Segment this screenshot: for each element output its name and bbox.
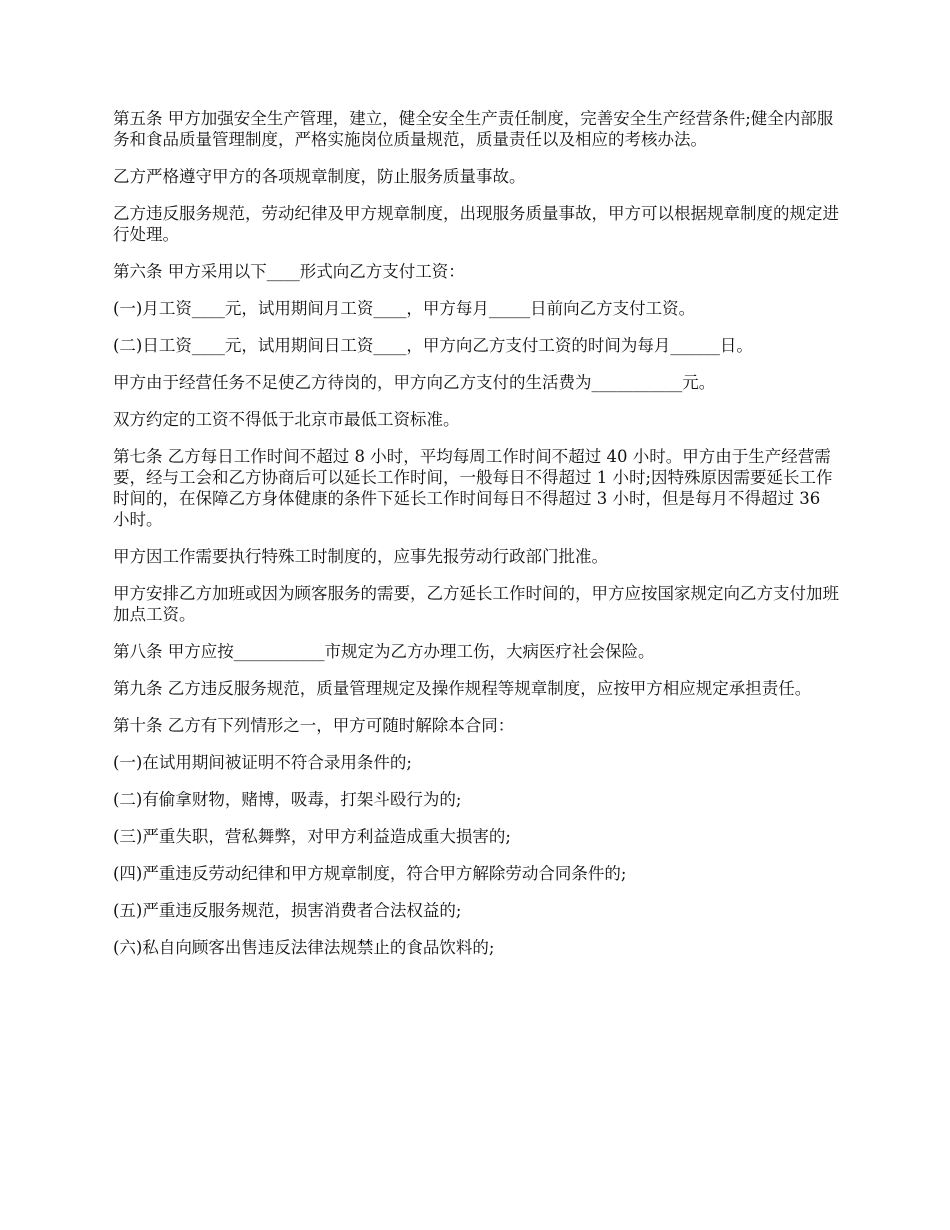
paragraph-daily-wage: (二)日工资____元，试用期间日工资____，甲方向乙方支付工资的时间为每月______日。 bbox=[113, 336, 753, 355]
list-item-2: (二)有偷拿财物，赌博，吸毒，打架斗殴行为的; bbox=[113, 790, 462, 809]
list-item-6: (六)私自向顾客出售违反法律法规禁止的食品饮料的; bbox=[113, 938, 495, 957]
paragraph-special-hours: 甲方因工作需要执行特殊工时制度的，应事先报劳动行政部门批准。 bbox=[113, 547, 608, 566]
list-item-4: (四)严重违反劳动纪律和甲方规章制度，符合甲方解除劳动合同条件的; bbox=[113, 864, 627, 883]
paragraph-standby-allowance: 甲方由于经营任务不足使乙方待岗的，甲方向乙方支付的生活费为___________元。 bbox=[113, 373, 716, 392]
paragraph-minimum-wage: 双方约定的工资不得低于北京市最低工资标准。 bbox=[113, 410, 460, 429]
paragraph-overtime-pay: 甲方安排乙方加班或因为顾客服务的需要，乙方延长工作时间的，甲方应按国家规定向乙方支付加班加点工资。 bbox=[113, 584, 839, 624]
list-item-5: (五)严重违反服务规范，损害消费者合法权益的; bbox=[113, 901, 462, 920]
paragraph-article-6: 第六条 甲方采用以下____形式向乙方支付工资： bbox=[113, 262, 465, 281]
paragraph-article-5: 第五条 甲方加强安全生产管理，建立，健全安全生产责任制度，完善安全生产经营条件;健全内部服务和食品质量管理制度，严格实施岗位质量规范，质量责任以及相应的考核办法。 bbox=[113, 109, 834, 149]
paragraph-rules-compliance: 乙方严格遵守甲方的各项规章制度，防止服务质量事故。 bbox=[113, 167, 526, 186]
paragraph-article-10: 第十条 乙方有下列情形之一，甲方可随时解除本合同： bbox=[113, 716, 515, 735]
paragraph-article-8: 第八条 甲方应按___________市规定为乙方办理工伤，大病医疗社会保险。 bbox=[113, 642, 655, 661]
paragraph-monthly-wage: (一)月工资____元，试用期间月工资____，甲方每月_____日前向乙方支付工资。 bbox=[113, 299, 696, 318]
paragraph-violation-handling: 乙方违反服务规范，劳动纪律及甲方规章制度，出现服务质量事故，甲方可以根据规章制度的规定进行处理。 bbox=[113, 204, 839, 244]
document-page bbox=[113, 108, 841, 974]
paragraph-article-7: 第七条 乙方每日工作时间不超过 8 小时，平均每周工作时间不超过 40 小时。甲方由于生产经营需要，经与工会和乙方协商后可以延长工作时间，一般每日不得超过 1 小时;因特殊原因需要延长工作时间的，在保障乙方身体健康的条件下延长工作时间每日不得超过 3 小时，但是每月不得超过 36 小时。 bbox=[113, 447, 833, 529]
list-item-3: (三)严重失职，营私舞弊，对甲方利益造成重大损害的; bbox=[113, 827, 511, 846]
list-item-1: (一)在试用期间被证明不符合录用条件的; bbox=[113, 753, 412, 772]
paragraph-article-9: 第九条 乙方违反服务规范，质量管理规定及操作规程等规章制度，应按甲方相应规定承担责任。 bbox=[113, 679, 812, 698]
